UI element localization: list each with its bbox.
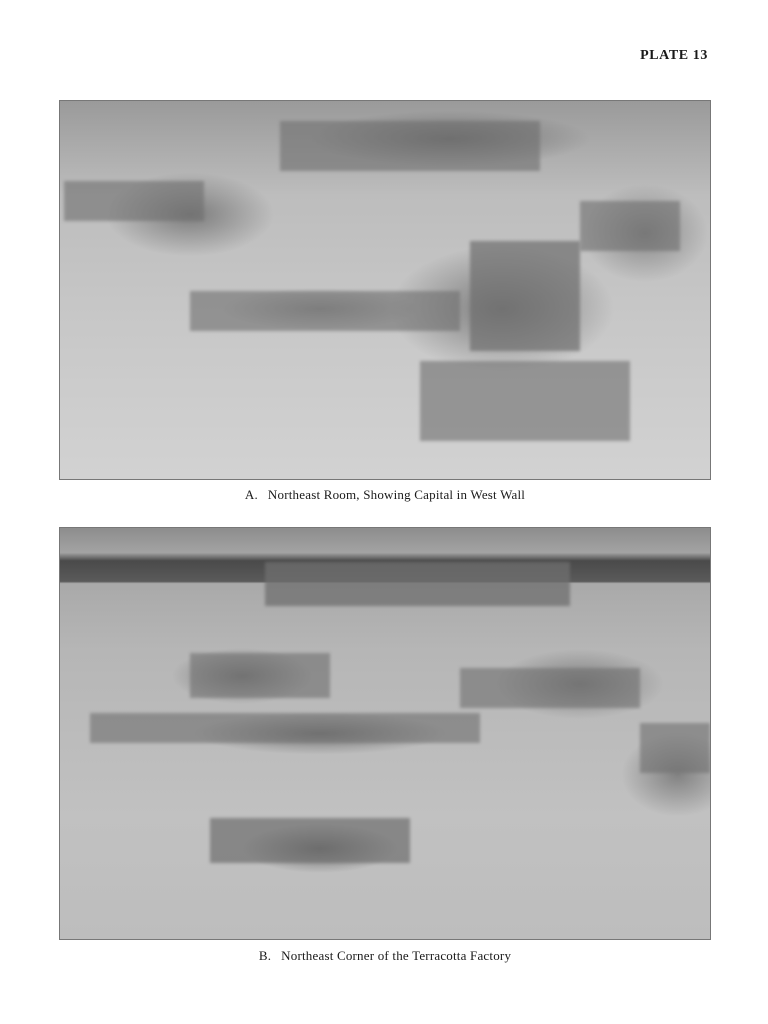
wall-segment [265,562,570,606]
capital-stone [470,241,580,351]
figure-caption-text: Northeast Room, Showing Capital in West Wall [267,487,526,502]
wall-segment [420,361,630,441]
plate-label: PLATE 13 [640,48,708,63]
wall-segment [460,668,640,708]
stone-block [210,818,410,863]
stone-block [580,201,680,251]
wall-segment [90,713,480,743]
photo-northeast-room [59,100,711,480]
wall-segment [640,723,710,773]
stone-block [64,181,204,221]
figure-caption-b [59,948,711,964]
figure-letter: B. [258,948,272,963]
figure-letter: A. [244,487,258,502]
wall-segment [280,121,540,171]
wall-segment [190,291,460,331]
figure-caption-text: Northeast Corner of the Terracotta Factory [281,948,512,963]
figure-caption-a [59,487,711,503]
photo-terracotta-factory [59,527,711,940]
wall-segment [190,653,330,698]
